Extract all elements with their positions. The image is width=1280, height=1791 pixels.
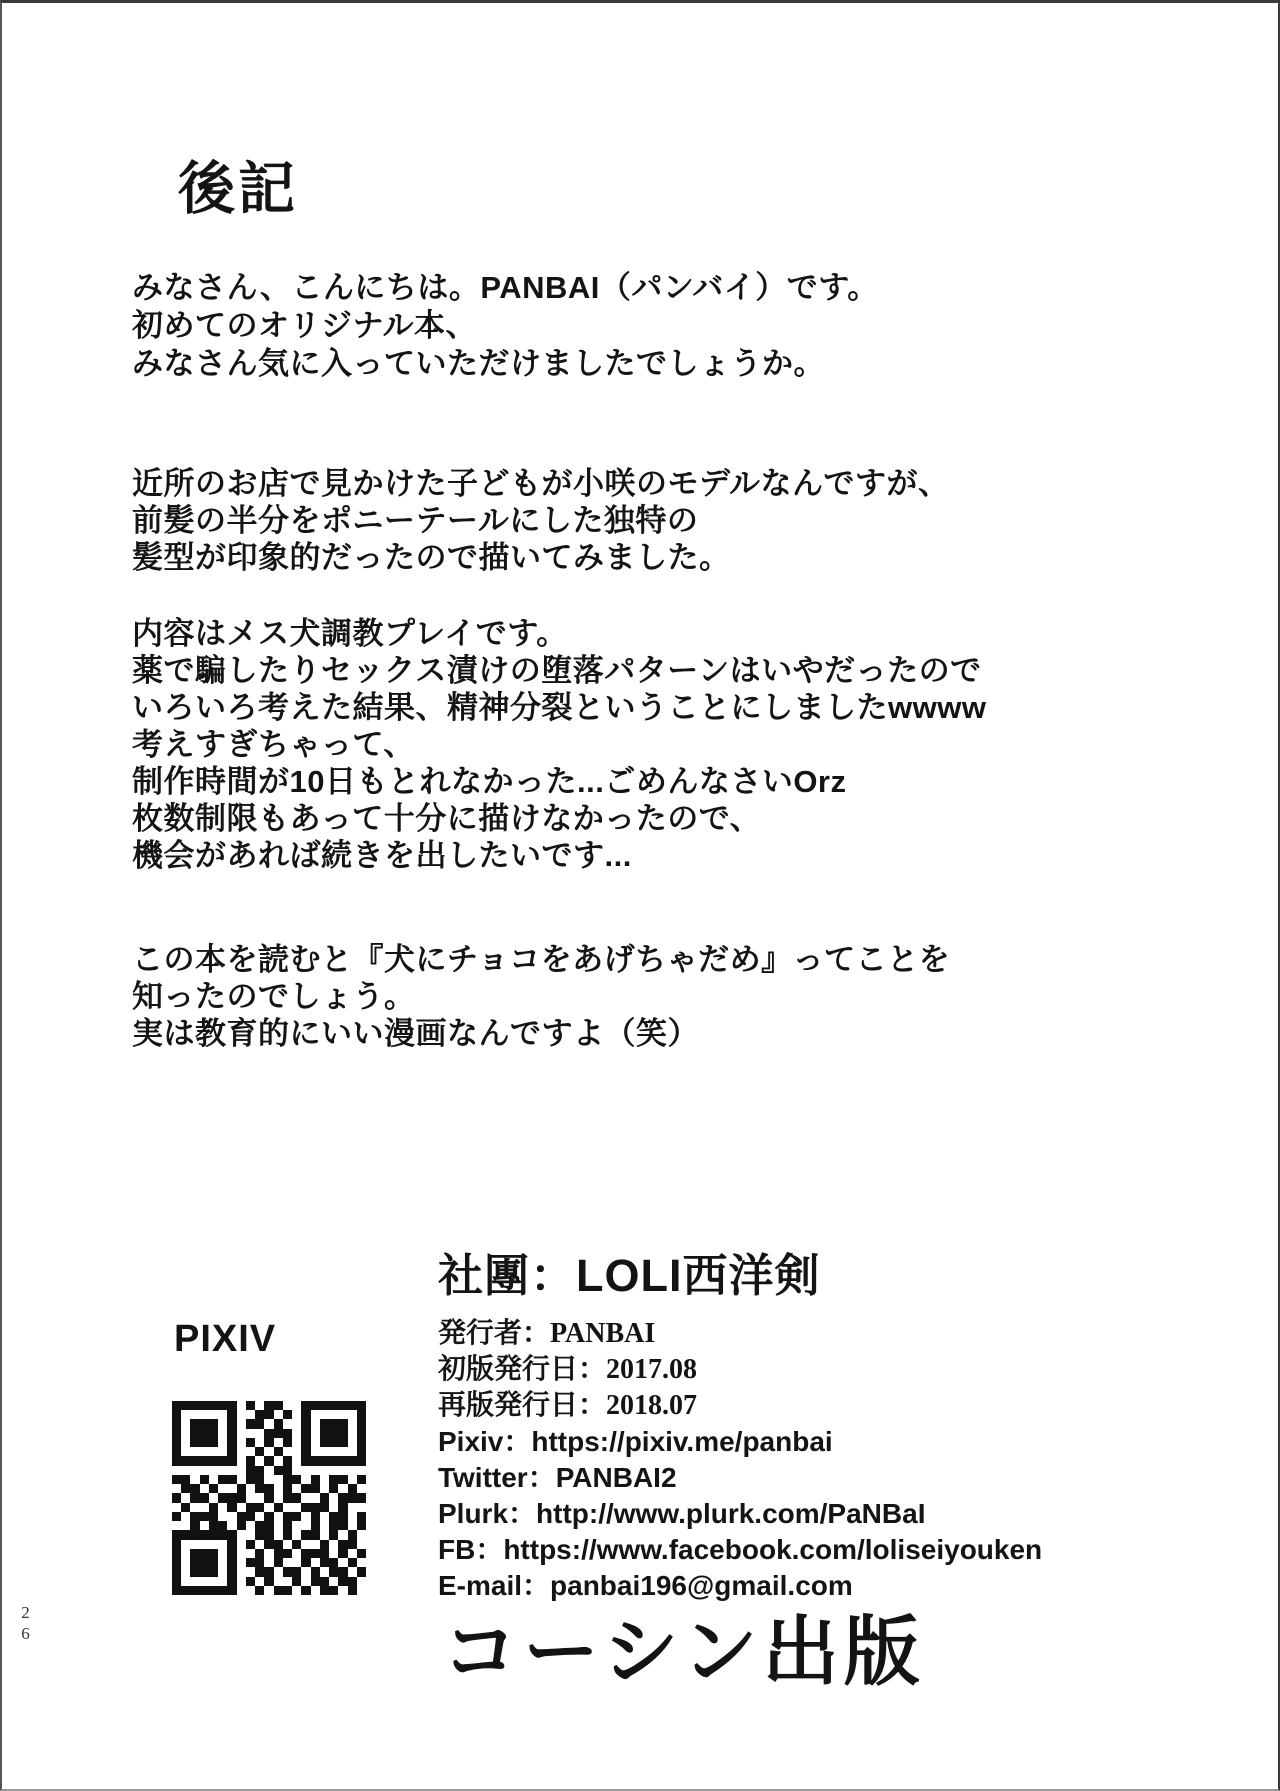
colophon-block (438, 1239, 1042, 1604)
text-line: 枚数制限もあって十分に描けなかったので、 (132, 801, 762, 836)
text-line: この本を読むと『犬にチョコをあげちゃだめ』ってことを (132, 942, 951, 977)
text-line: 薬で騙したりセックス漬けの堕落パターンはいやだったので (132, 653, 982, 688)
model-paragraph (132, 465, 949, 576)
plurk-url-line: Plurk：http://www.plurk.com/PaNBaI (438, 1498, 926, 1529)
text-line: みなさん気に入っていただけましたでしょうか。 (132, 346, 825, 381)
closing-paragraph (132, 941, 950, 1052)
imprint-logo: コーシン出版 (442, 1611, 925, 1695)
publisher-line: 発行者：PANBAI (438, 1318, 656, 1349)
text-line: みなさん、こんにちは。PANBAI（パンバイ）です。 (132, 270, 879, 305)
text-line: 実は教育的にいい漫画なんですよ（笑） (132, 1016, 699, 1051)
text-line: 初めてのオリジナル本、 (132, 308, 477, 343)
text-line: 前髪の半分をポニーテールにした独特の (132, 503, 699, 538)
qr-code (172, 1401, 366, 1595)
content-paragraph (132, 615, 986, 874)
text-line: 知ったのでしょう。 (132, 979, 416, 1014)
pixiv-url-line: Pixiv：https://pixiv.me/panbai (438, 1426, 833, 1457)
text-line: 考えすぎちゃって、 (132, 727, 415, 762)
reprint-line: 再版発行日：2018.07 (438, 1390, 698, 1421)
email-line: E-mail：panbai196@gmail.com (438, 1570, 853, 1601)
text-line: 制作時間が10日もとれなかった...ごめんなさいOrz (132, 764, 847, 799)
page-title: 後記 (178, 157, 298, 221)
twitter-line: Twitter：PANBAI2 (438, 1462, 677, 1493)
text-line: いろいろ考えた結果、精神分裂ということにしましたwwww (132, 690, 987, 725)
pixiv-label: PIXIV (174, 1318, 277, 1360)
text-line: 内容はメス犬調教プレイです。 (132, 616, 568, 651)
text-line: 機会があれば続きを出したいです... (132, 838, 632, 873)
page-number: 26 (16, 1603, 35, 1645)
circle-name: 社團：LOLI西洋剣 (438, 1250, 821, 1301)
first-edition-line: 初版発行日：2017.08 (438, 1354, 698, 1385)
greeting-paragraph (132, 269, 879, 383)
text-line: 髪型が印象的だったので描いてみました。 (132, 540, 731, 575)
facebook-url-line: FB：https://www.facebook.com/loliseiyouken (438, 1534, 1043, 1565)
text-line: 近所のお店で見かけた子どもが小咲のモデルなんですが、 (132, 466, 950, 501)
